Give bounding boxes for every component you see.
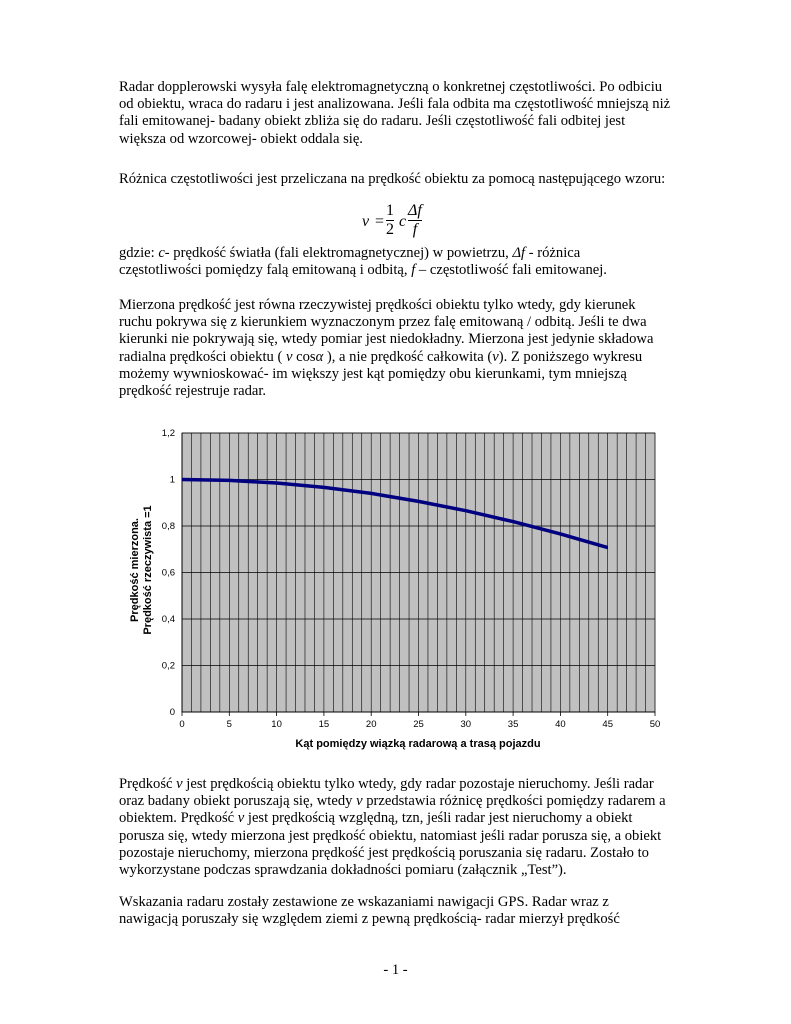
text-line: częstotliwości pomiędzy falą emitowaną i odbitą, f – częstotliwość fali emitowanej. [119, 262, 607, 279]
text-line: nawigacją poruszały się względem ziemi z pewną prędkością- radar mierzył prędkość [119, 911, 620, 928]
y-tick-label: 0,2 [161, 660, 175, 672]
y-axis-label: Prędkość mierzona. [129, 518, 141, 622]
paragraph-gps [119, 894, 699, 928]
text-line: Prędkość v jest prędkością obiektu tylko wtedy, gdy radar pozostaje nieruchomy. Jeśli radar [119, 776, 654, 792]
paragraph-relative-speed [119, 776, 699, 879]
formula-half: 1 2 [386, 202, 394, 238]
text-line: możemy wywnioskować- im większy jest kąt pomiędzy obu kierunkami, tym mniejszą [119, 365, 627, 382]
formula-delta-f: Δf f [408, 202, 422, 238]
x-tick-label: 5 [226, 719, 232, 730]
x-tick-label: 20 [365, 719, 377, 730]
y-tick-label: 1,2 [161, 428, 175, 439]
text-line: fali emitowanej- badany obiekt zbliża się do radaru. Jeśli częstotliwość fali odbitej jest [119, 113, 626, 130]
x-tick-label: 50 [649, 719, 661, 730]
text-line: radialna prędkości obiektu ( v cosα ), a nie prędkość całkowita (v). Z poniższego wykresu [119, 348, 643, 365]
text-line: Wskazania radaru zostały zestawione ze wskazaniami nawigacji GPS. Radar wraz z [119, 894, 609, 910]
doppler-formula [362, 203, 452, 243]
paragraph-measured-speed [119, 297, 699, 400]
text-line: ruchu pokrywa się z kierunkiem wyznaczonym przez falę emitowaną / odbitą. Jeśli te dwa [119, 314, 647, 331]
paragraph-formula-legend [119, 245, 699, 279]
text-line: od obiektu, wraca do radaru i jest analizowana. Jeśli fala odbita ma częstotliwość mniejszą niż [119, 96, 671, 113]
paragraph-doppler-intro [119, 79, 699, 148]
y-tick-label: 0 [169, 707, 175, 718]
formula-equals: = [375, 213, 385, 230]
text-line: porusza się, wtedy mierzona jest prędkość obiektu, natomiast jeśli radar porusza się, a obiekt [119, 827, 662, 844]
y-tick-label: 0,6 [161, 567, 175, 579]
text-line: większa od wzorcowej- obiekt oddala się. [119, 130, 363, 147]
text-line: Radar dopplerowski wysyła falę elektromagnetyczną o konkretnej częstotliwości. Po odbiciu [119, 79, 663, 95]
formula-c: c [399, 213, 407, 230]
text-line: prędkość rejestruje radar. [119, 383, 267, 400]
speed-angle-chart [120, 420, 680, 760]
text-line: obiektem. Prędkość v jest prędkością względną, tzn, jeśli radar jest nieruchomy a obiekt [119, 810, 633, 827]
x-axis-label: Kąt pomiędzy wiązką radarową a trasą pojazdu [295, 738, 541, 750]
text-line: gdzie: c- prędkość światła (fali elektromagnetycznej) w powietrzu, Δf - różnica [119, 245, 581, 261]
text-line: pozostaje nieruchomy, mierzona prędkość jest prędkością poruszania się radaru. Zostało to [119, 844, 649, 861]
x-tick-label: 30 [460, 719, 472, 730]
text-line: wykorzystane podczas sprawdzania dokładności pomiaru (załącznik „Test”). [119, 862, 567, 879]
text-line: Różnica częstotliwości jest przeliczana na prędkość obiektu za pomocą następującego wzoru: [119, 171, 666, 187]
formula-v: v [362, 213, 370, 230]
page-number: - 1 - [383, 962, 408, 978]
x-tick-label: 35 [507, 719, 519, 730]
text-line: kierunki nie pokrywają się, wtedy pomiar jest niedokładny. Mierzona jest jedynie składowa [119, 331, 654, 348]
text-line: oraz badany obiekt poruszają się, wtedy v przedstawia różnicę prędkości pomiędzy radarem a [119, 793, 666, 810]
x-tick-label: 40 [555, 719, 566, 730]
x-tick-label: 10 [271, 719, 282, 730]
paragraph-formula-intro [119, 171, 699, 188]
y-axis-label: Prędkość rzeczywista =1 [142, 505, 154, 635]
x-tick-label: 0 [179, 719, 185, 730]
y-tick-label: 1 [169, 474, 175, 486]
x-tick-label: 45 [602, 719, 613, 730]
y-tick-label: 0,4 [161, 614, 175, 625]
x-tick-label: 15 [318, 719, 330, 730]
y-tick-label: 0,8 [161, 521, 175, 532]
text-line: Mierzona prędkość jest równa rzeczywistej prędkości obiektu tylko wtedy, gdy kierunek [119, 297, 636, 313]
x-tick-label: 25 [413, 719, 424, 730]
